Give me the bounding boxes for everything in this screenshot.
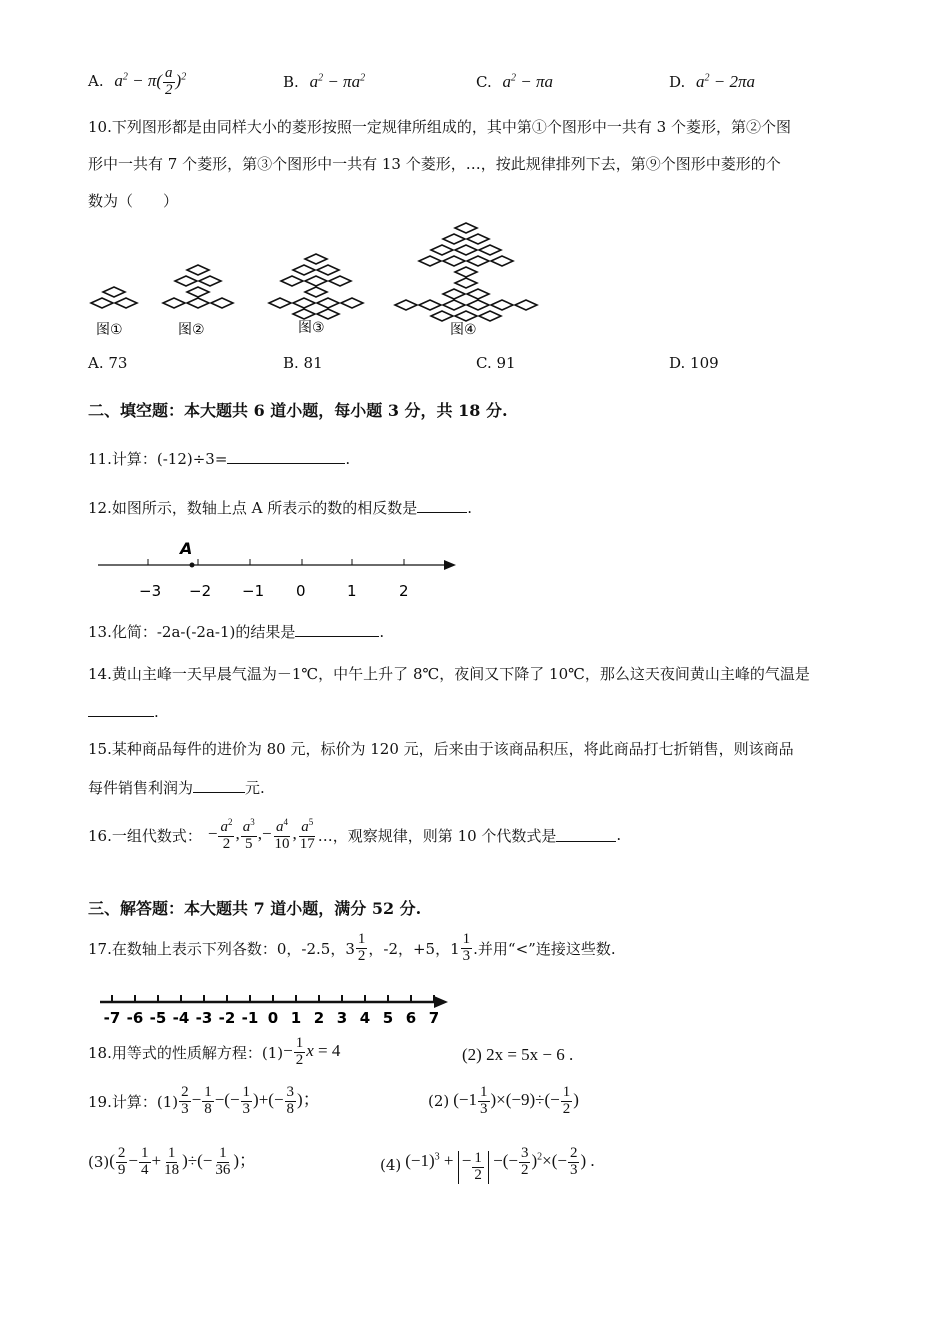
tick-label: 0	[267, 1009, 279, 1027]
tick-label: 1	[290, 1009, 302, 1027]
option-label: B.	[283, 73, 299, 91]
q13-text: 13.化简：-2a-(-2a-1)的结果是	[88, 623, 296, 641]
q11-text: 11.计算：(-12)÷3=	[88, 450, 228, 468]
option-label: D.	[669, 73, 686, 91]
q14-period: .	[154, 703, 159, 721]
q14-line2	[88, 703, 159, 721]
answer-blank	[227, 451, 345, 464]
axis-arrow	[444, 560, 456, 570]
q10-option-b: B. 81	[283, 354, 323, 372]
q12-text: 12.如图所示，数轴上点 A 所表示的数的相反数是	[88, 499, 418, 517]
q15-unit: 元.	[245, 779, 265, 797]
q9-option-c	[476, 72, 553, 92]
tick-label: -1	[241, 1009, 259, 1027]
q10-line1: 10.下列图形都是由同样大小的菱形按照一定规律所组成的，其中第①个图形中一共有 3 个菱形，第②个图	[88, 118, 791, 136]
q15-line2	[88, 777, 265, 798]
tick-label: −2	[189, 582, 212, 600]
tick-label: -2	[218, 1009, 236, 1027]
q17-text-suffix: .并用“<”连接这些数.	[473, 939, 616, 958]
q10-option-c: C. 91	[476, 354, 516, 372]
tick-label: -6	[126, 1009, 144, 1027]
q16	[88, 818, 621, 853]
q16-sequence: − $\frac{a^2}{2}$ , $\frac{a^3}{5}$ ,− $\frac{a^4}{10}$ , $\frac{a^5}{17}$	[207, 817, 315, 852]
q9-option-d-expr: $a^2 - 2\pi a$	[696, 72, 756, 91]
tick-label: −1	[242, 582, 265, 600]
q19-2	[428, 1085, 579, 1118]
section-2-heading: 二、填空题：本大题共 6 道小题，每小题 3 分，共 18 分.	[88, 401, 508, 420]
q19-text: 19.计算：(1)	[88, 1092, 179, 1111]
figure-4	[395, 223, 537, 321]
q19-3-label: (3)	[88, 1153, 110, 1172]
figure-label-1: 图①	[96, 322, 123, 338]
point-a-label: A	[180, 539, 193, 558]
q11	[88, 448, 350, 469]
answer-blank	[556, 829, 616, 842]
q10-line3: 数为（ ）	[88, 192, 179, 210]
q15-line1: 15.某种商品每件的进价为 80 元，标价为 120 元，后来由于该商品积压，将此商品打七折销售，则该商品	[88, 740, 794, 758]
q19-2-label: (2)	[428, 1092, 450, 1111]
q13	[88, 621, 384, 642]
q15-text: 每件销售利润为	[88, 779, 194, 797]
answer-blank	[295, 624, 379, 637]
q11-period: .	[345, 450, 351, 468]
tick-label: 4	[359, 1009, 371, 1027]
tick-label: 0	[296, 582, 306, 600]
q17	[88, 932, 616, 965]
q19-expr-1: $\frac{2}{3}$ − $\frac{1}{8}$ −(− $\frac{1}{3}$ )+(− $\frac{3}{8}$ )；	[181, 1084, 320, 1117]
answer-blank	[417, 500, 467, 513]
figure-2	[163, 265, 233, 308]
tick-label: 7	[428, 1009, 440, 1027]
q12-period: .	[467, 499, 473, 517]
q9-option-a	[88, 66, 186, 99]
q18	[88, 1036, 340, 1069]
number-line-q12	[92, 534, 462, 604]
tick-label: 2	[313, 1009, 325, 1027]
figure-1	[91, 287, 137, 308]
q16-text-suffix: …，观察规律，则第 10 个代数式是	[317, 826, 557, 845]
tick-label: 1	[347, 582, 357, 600]
option-label: C.	[476, 73, 492, 91]
fraction-1-2: $\frac{1}{2}$	[357, 931, 366, 964]
q9-option-c-expr: $a^2 - \pi a$	[502, 72, 553, 91]
tick-label: 3	[336, 1009, 348, 1027]
q19-1	[88, 1085, 320, 1118]
q9-option-d	[669, 72, 755, 92]
q9-option-b-expr: $a^2 - \pi a^2$	[309, 72, 366, 91]
q12	[88, 497, 472, 518]
q19-4	[380, 1146, 595, 1184]
q19-expr-3: ( $\frac{2}{9}$ − $\frac{1}{4}$ + $\frac{1}{18}$ )÷(− $\frac{1}{36}$ )；	[109, 1145, 257, 1178]
tick-label: 2	[399, 582, 409, 600]
q19-4-label: (4)	[380, 1155, 402, 1174]
q17-text: 17.在数轴上表示下列各数：0，-2.5，3	[88, 939, 355, 958]
tick-label: 6	[405, 1009, 417, 1027]
q13-period: .	[379, 623, 385, 641]
axis-arrow	[434, 996, 448, 1008]
q18-equation-2: (2) 2x = 5x − 6 .	[462, 1045, 574, 1064]
q10-option-a: A. 73	[88, 354, 128, 372]
answer-blank	[88, 704, 154, 717]
figure-label-2: 图②	[178, 322, 205, 338]
q17-text-mid: ，-2，+5，1	[368, 939, 460, 958]
ticks	[148, 559, 404, 565]
q9-option-a-expr: $a^2 - \pi$( $\frac{a}{2}$ )$^2$	[114, 65, 187, 98]
q10-line2: 形中一共有 7 个菱形，第③个图形中一共有 13 个菱形，…，按此规律排列下去，第⑨个图形中菱形的个	[88, 155, 781, 173]
answer-blank	[193, 780, 245, 793]
section-3-heading: 三、解答题：本大题共 7 道小题，满分 52 分.	[88, 899, 422, 918]
figure-3	[269, 254, 363, 319]
rhombus-pattern-figure	[86, 222, 540, 342]
number-line-q17	[96, 990, 452, 1030]
point-a	[190, 563, 195, 568]
q19-3	[88, 1146, 256, 1179]
tick-label: -4	[172, 1009, 190, 1027]
q16-period: .	[616, 826, 622, 845]
fraction-1-3: $\frac{1}{3}$	[462, 931, 471, 964]
q14-line1: 14.黄山主峰一天早晨气温为－1℃，中午上升了 8℃，夜间又下降了 10℃，那么这天夜间黄山主峰的气温是	[88, 665, 810, 683]
q19-expr-2: (−1 $\frac{1}{3}$ )×(−9)÷(− $\frac{1}{2}$ )	[453, 1084, 579, 1117]
option-label: A.	[88, 72, 104, 91]
q16-text: 16.一组代数式：	[88, 826, 202, 845]
figure-label-3: 图③	[298, 320, 325, 336]
q10-option-d: D. 109	[669, 354, 719, 372]
tick-label: -7	[103, 1009, 121, 1027]
q18-equation-1: − $\frac{1}{2}$ x = 4	[283, 1035, 341, 1068]
tick-label: 5	[382, 1009, 394, 1027]
tick-labels	[104, 1009, 440, 1027]
tick-label: -3	[195, 1009, 213, 1027]
tick-label: -5	[149, 1009, 167, 1027]
q9-option-b	[283, 72, 365, 92]
q18-text: 18.用等式的性质解方程：(1)	[88, 1043, 284, 1062]
tick-label: −3	[139, 582, 162, 600]
figure-label-4: 图④	[450, 322, 477, 338]
q19-expr-4: $(-1)^3$ + − $\frac{1}{2}$ −(− $\frac{3}{2}$ )$^2$×(− $\frac{2}{3}$ ) .	[405, 1145, 595, 1183]
